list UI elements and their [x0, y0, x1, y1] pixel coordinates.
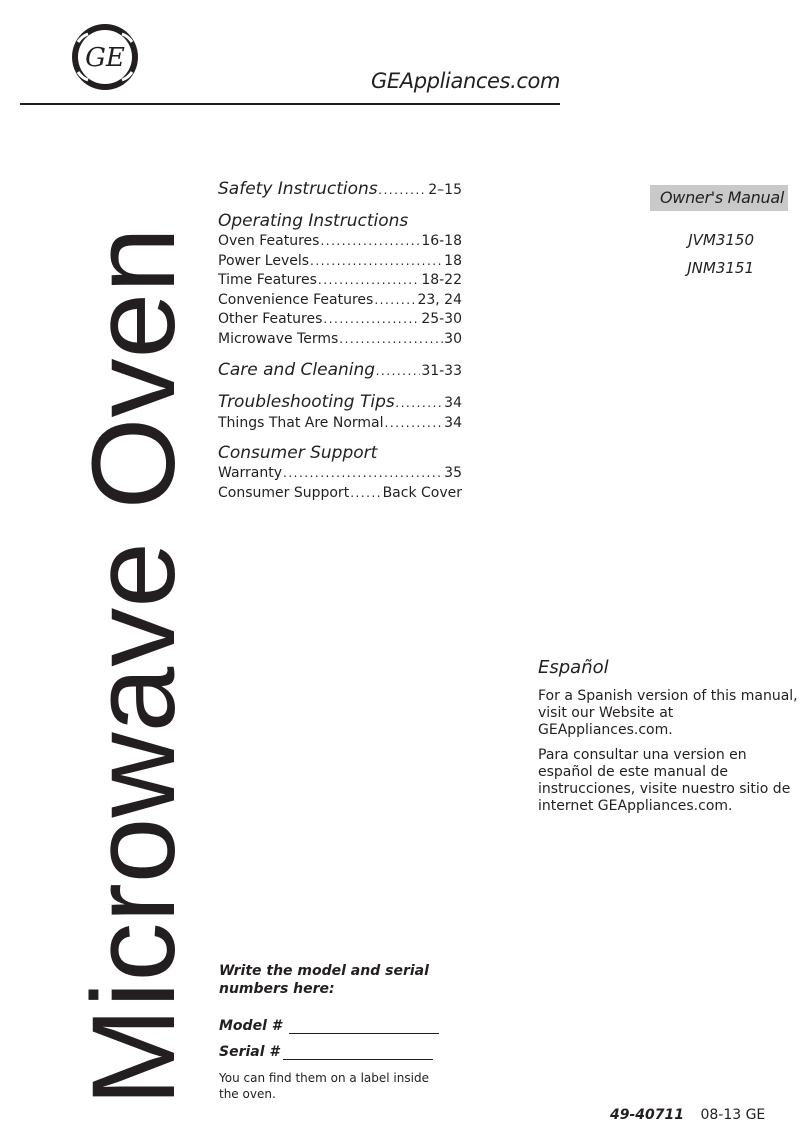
date-code: 08-13 GE [700, 1107, 766, 1123]
owners-manual-label: Owner's Manual [650, 185, 788, 211]
ge-logo [70, 22, 140, 92]
toc-page: 2–15 [428, 182, 462, 198]
toc-item[interactable]: Convenience Features ..... 23, 24 [218, 291, 462, 311]
header-rule [20, 103, 560, 105]
model-number: JVM3150 [688, 231, 754, 249]
model-label: Model # [219, 1018, 282, 1034]
record-heading: Write the model and serial numbers here: [219, 963, 429, 997]
logo-text: GE [85, 43, 125, 73]
toc-item[interactable]: Consumer Support ..... Back Cover [218, 484, 462, 504]
toc-consumer [218, 442, 462, 503]
toc-care[interactable] [218, 359, 462, 382]
toc-item[interactable]: Things That Are Normal ..... 34 [218, 414, 462, 434]
product-title: Microwave Oven [68, 227, 200, 1106]
document-footer [610, 1107, 765, 1123]
model-list [660, 226, 754, 282]
toc-safety[interactable] [218, 178, 462, 201]
model-serial-record [219, 962, 449, 1102]
serial-label: Serial # [219, 1044, 280, 1060]
model-write-line[interactable] [289, 1017, 439, 1034]
toc-section-title: Safety Instructions [218, 179, 378, 199]
model-number: JNM3151 [687, 259, 754, 277]
toc-section-title[interactable]: Consumer Support [218, 443, 378, 464]
toc-item[interactable]: Power Levels ..... 18 [218, 252, 462, 272]
serial-field[interactable] [219, 1034, 449, 1060]
toc-section-title: Troubleshooting Tips [218, 391, 395, 412]
spanish-info-english: For a Spanish version of this manual, visit our Website at GEAppliances.com. [538, 688, 798, 738]
spanish-info [538, 657, 798, 823]
website-name: GEAppliances.com [371, 69, 560, 93]
toc-item[interactable]: Microwave Terms ..... 30 [218, 330, 462, 350]
model-field[interactable] [219, 1008, 449, 1034]
toc-page: 34 [444, 394, 462, 411]
record-note: You can find them on a label inside the oven. [219, 1071, 429, 1101]
toc-item[interactable]: Time Features ..... 18-22 [218, 271, 462, 291]
toc-page: 31-33 [421, 362, 462, 379]
toc-section-title: Care and Cleaning [218, 359, 376, 380]
document-number: 49-40711 [610, 1107, 684, 1123]
toc-section-title[interactable]: Operating Instructions [218, 211, 409, 231]
toc-operating [218, 210, 462, 350]
spanish-heading: Español [538, 657, 609, 678]
toc-item[interactable]: Oven Features ..... 16-18 [218, 232, 462, 252]
spanish-info-spanish: Para consultar una version en español de este manual de instrucciones, visite nuestro sitio de internet GEAppliances.com. [538, 747, 791, 814]
table-of-contents [218, 178, 462, 512]
toc-item[interactable]: Other Features ..... 25-30 [218, 310, 462, 330]
serial-write-line[interactable] [283, 1043, 433, 1060]
toc-troubleshooting [218, 391, 462, 434]
toc-item[interactable]: Warranty ..... 35 [218, 464, 462, 484]
